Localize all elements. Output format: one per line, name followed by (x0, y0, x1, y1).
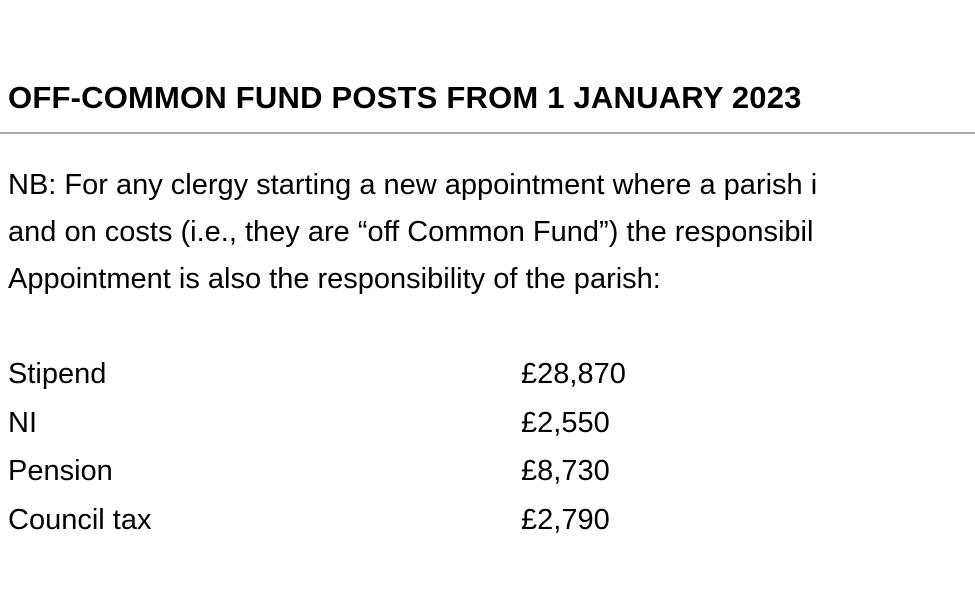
cost-row-stipend (8, 350, 721, 399)
cost-label: Stipend (8, 358, 107, 390)
cost-row-ni (8, 399, 721, 448)
note-line: NB: For any clergy starting a new appointment where a parish i (8, 169, 818, 201)
note-line: Appointment is also the responsibility of the parish: (8, 263, 661, 295)
cost-label: Pension (8, 455, 113, 487)
note-line: and on costs (i.e., they are “off Common Fund”) the responsibil (8, 216, 814, 248)
cost-row-council-tax (8, 496, 721, 545)
cost-value: £8,730 (521, 455, 610, 487)
cost-table (8, 350, 721, 544)
heading-divider (0, 132, 975, 134)
cost-value: £28,870 (521, 358, 626, 390)
note-paragraph (8, 162, 817, 303)
cost-label: NI (8, 406, 37, 439)
cost-label: Council tax (8, 503, 152, 536)
section-heading: OFF-COMMON FUND POSTS FROM 1 JANUARY 2023 (8, 80, 802, 115)
cost-value: £2,790 (521, 503, 610, 536)
cost-row-pension (8, 447, 721, 496)
cost-value: £2,550 (521, 406, 610, 439)
